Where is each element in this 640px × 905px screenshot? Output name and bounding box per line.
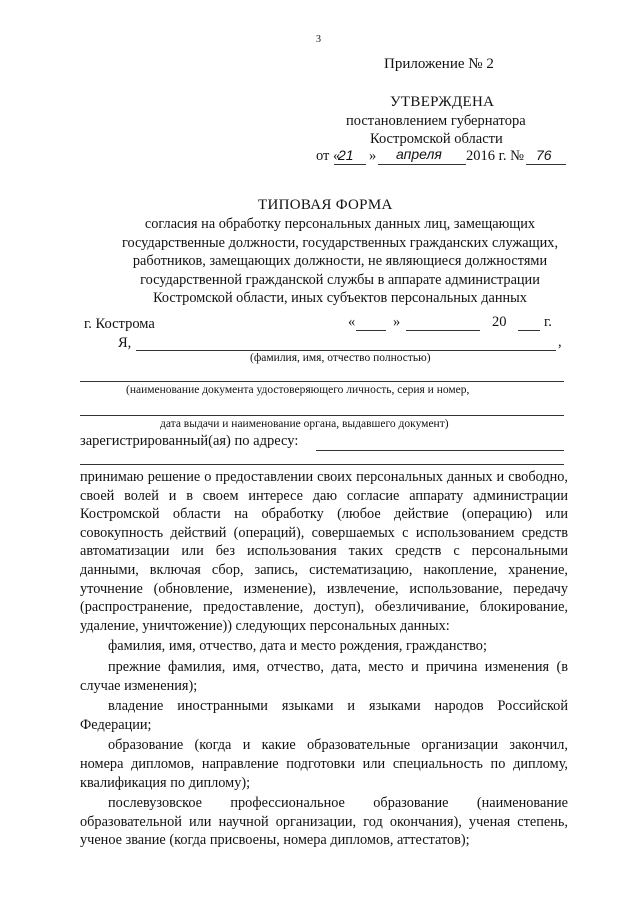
day-underline [334,164,366,165]
approval-date-row [316,146,576,168]
date-mid: » [369,148,377,164]
subtitle-line: государственные должности, государственных гражданских служащих, [121,234,559,251]
subtitle-line: согласия на обработку персональных данных лиц, замещающих [144,216,536,232]
blank-year-suffix: г. [544,314,552,330]
consent-paragraph: принимаю решение о предоставлении своих персональных данных и свободно, своей волей и в своем интересе даю согласие аппарату администрации Костромской области на обработку (любое действие (операцию) или совокупность действий (операций), совершаемых с использованием средств автоматизации или без использования таких средств с персональными данными, включая сбор, запись, систематизацию, накопление, хранение, уточнение (обновление, изменение), извлечение, использование, передачу (распространение, предоставление, доступ), обезличивание, блокирование, удаление, уничтожение)) следующих персональных данных: [80,469,568,634]
blank-century: 20 [492,314,507,330]
consent-paragraph: владение иностранными языками и языками народов Российской Федерации; [80,698,568,733]
consent-paragraph: фамилия, имя, отчество, дата и место рождения, гражданство; [108,638,487,655]
consent-paragraph: прежние фамилия, имя, отчество, дата, место и причина изменения (в случае изменения); [80,658,568,694]
city-label: г. Кострома [84,316,155,332]
consent-body [80,468,568,852]
approval-number: 76 [536,147,552,163]
form-title: ТИПОВАЯ ФОРМА [258,197,393,213]
page-number: 3 [316,34,321,45]
subtitle-line: работников, замещающих должности, не являющиеся должностями [132,253,548,269]
registered-address-label: зарегистрированный(ая) по адресу: [80,433,299,449]
caption-issue: дата выдачи и наименование органа, выдавшего документ) [160,418,449,430]
caption-fio: (фамилия, имя, отчество полностью) [250,352,431,364]
blank-year-field[interactable] [518,330,540,331]
subtitle-line: Костромской области, иных субъектов персональных данных [153,290,527,306]
number-underline [526,164,566,165]
consent-paragraph: послевузовское профессиональное образование (наименование образовательной или научной организации, год окончания), ученая степень, ученое звание (когда присвоены, номера дипломов, аттестатов); [80,795,568,849]
blank-day-field[interactable] [356,330,386,331]
address-field-2[interactable] [80,464,564,465]
blank-date-open: « [348,314,356,330]
fio-comma: , [558,334,562,350]
month-underline [378,164,466,165]
caption-id-document: (наименование документа удостоверяющего личность, серия и номер, [126,384,470,396]
approval-day: 21 [338,147,354,163]
i-label: Я, [118,335,132,351]
address-field-1[interactable] [316,450,564,451]
consent-paragraph: образование (когда и какие образовательные организации закончил, номера дипломов, направление подготовки или специальность по диплому, квалификация по диплому); [80,737,568,791]
date-prefix: от « [316,148,341,164]
approval-month: апреля [396,146,442,162]
year-and-number-label: 2016 г. № [466,148,525,164]
blank-month-field[interactable] [406,330,480,331]
appendix-label: Приложение № 2 [384,56,494,72]
approval-line2: Костромской области [370,131,503,147]
approval-line1: постановлением губернатора [346,113,526,129]
id-document-field[interactable] [80,381,564,382]
subtitle-line: государственной гражданской службы в аппарате администрации [140,271,540,288]
issue-field[interactable] [80,415,564,416]
form-subtitle [40,215,640,308]
fio-field[interactable] [136,350,556,351]
approval-title: УТВЕРЖДЕНА [390,94,495,110]
blank-date-close: » [393,314,401,330]
